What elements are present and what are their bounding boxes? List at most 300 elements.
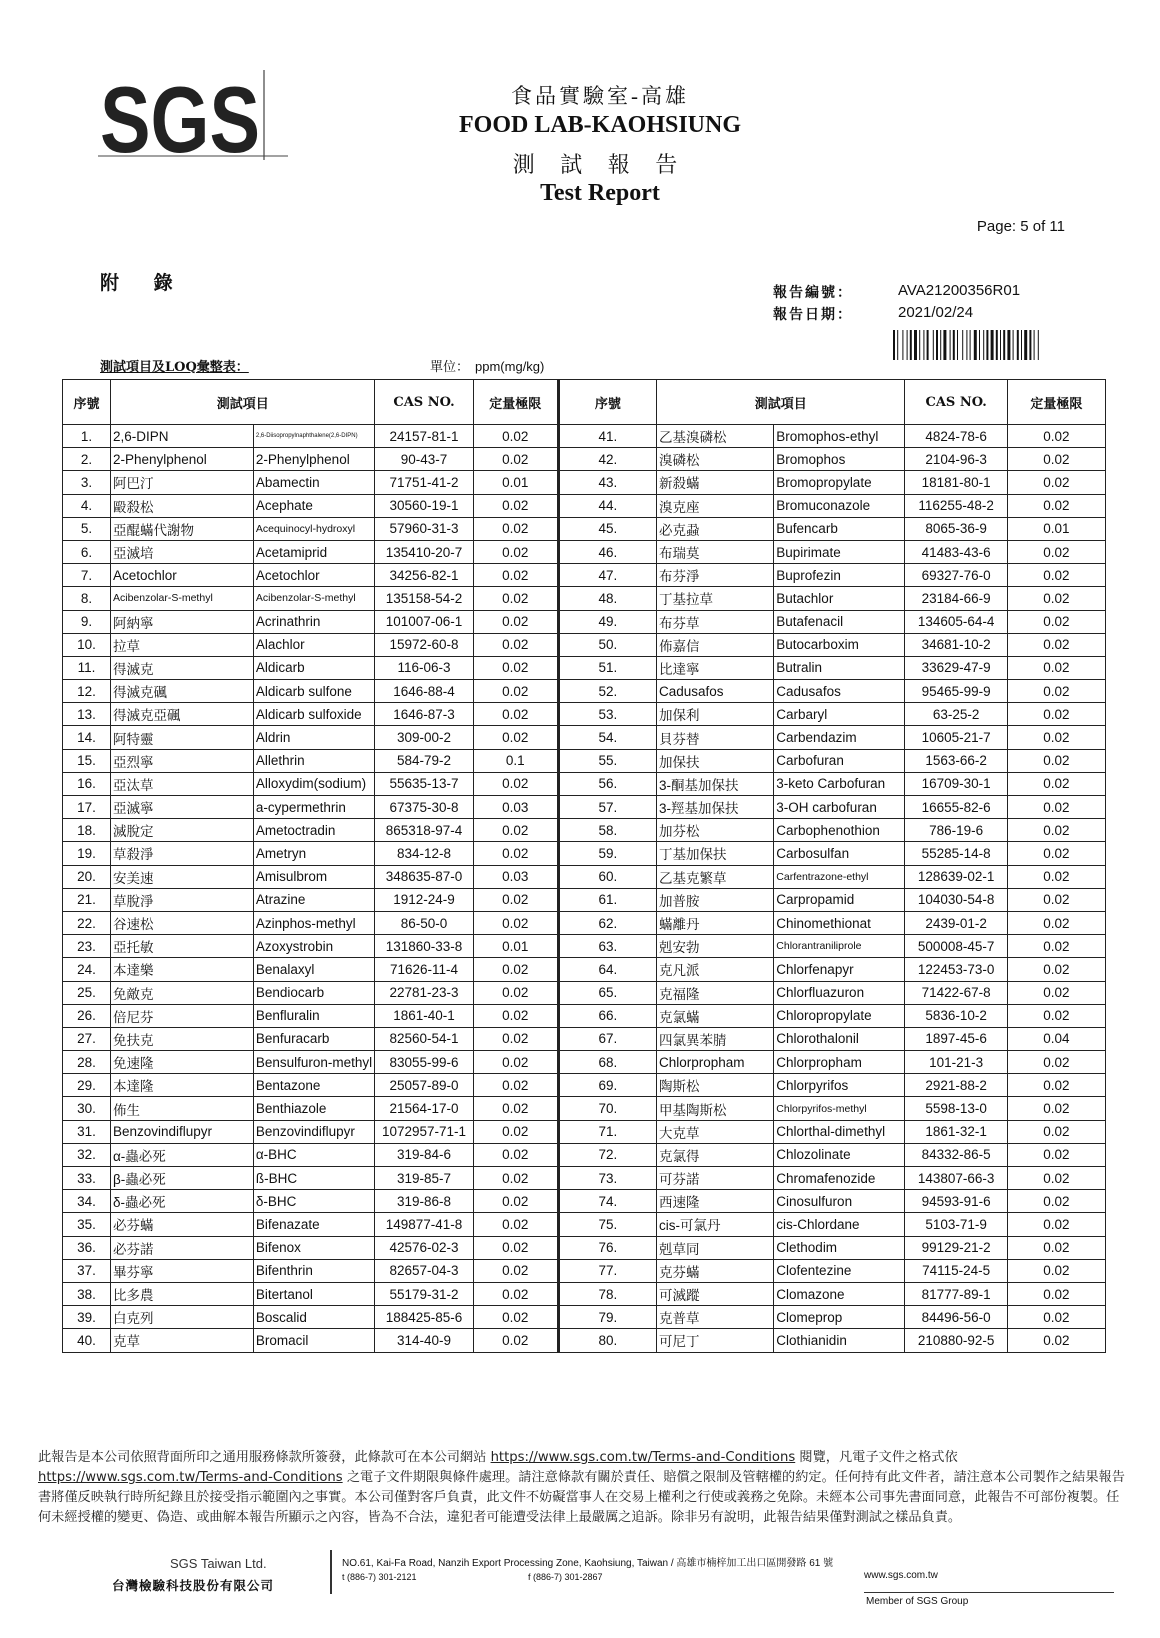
- table-row: [63, 1167, 1106, 1190]
- item-name-en: Ametoctradin: [253, 819, 375, 842]
- item-name-en: Carfentrazone-ethyl: [774, 865, 905, 888]
- loq-value: 0.02: [473, 610, 558, 633]
- loq-value: 0.02: [473, 1236, 558, 1259]
- table-header: [63, 380, 1106, 425]
- item-name-zh: 甲基陶斯松: [656, 1097, 773, 1120]
- item-name-en: Bifenazate: [253, 1213, 375, 1236]
- company-name-en: SGS Taiwan Ltd.: [170, 1556, 267, 1571]
- loq-value: 0.02: [1007, 1306, 1105, 1329]
- cas-no: 348635-87-0: [375, 865, 473, 888]
- item-name-zh: 谷速松: [110, 911, 253, 934]
- unit-value: ppm(mg/kg): [475, 359, 545, 374]
- item-name-zh: cis-可氯丹: [656, 1213, 773, 1236]
- row-no: 39.: [63, 1306, 111, 1329]
- loq-value: 0.02: [473, 680, 558, 703]
- row-no: 54.: [558, 726, 656, 749]
- company-website[interactable]: www.sgs.com.tw: [864, 1570, 938, 1581]
- cas-no: 25057-89-0: [375, 1074, 473, 1097]
- table-row: [63, 610, 1106, 633]
- item-name-en: δ-BHC: [253, 1190, 375, 1213]
- cas-no: 143807-66-3: [905, 1167, 1007, 1190]
- cas-no: 8065-36-9: [905, 517, 1007, 540]
- cas-no: 41483-43-6: [905, 540, 1007, 563]
- item-name-zh: Acibenzolar-S-methyl: [110, 587, 253, 610]
- page-number: Page: 5 of 11: [976, 218, 1065, 235]
- loq-value: 0.02: [1007, 1074, 1105, 1097]
- svg-text:SGS: SGS: [100, 70, 260, 160]
- row-no: 18.: [63, 819, 111, 842]
- row-no: 6.: [63, 540, 111, 563]
- item-name-zh: 布芬草: [656, 610, 773, 633]
- footer-divider: [330, 1550, 332, 1594]
- row-no: 78.: [558, 1282, 656, 1305]
- row-no: 17.: [63, 796, 111, 819]
- loq-value: 0.02: [1007, 610, 1105, 633]
- item-name-en: Chlozolinate: [774, 1143, 905, 1166]
- disclaimer-text: 之電子文件期限與條件處理。請注意條款有關於責任、賠償之限制及管轄權的約定。任何持有此文件者，請注意本公司製作之結果報告書將僅反映執行時所紀錄且於接受指示範圍內之事實。本公司僅對客戶負責，此文件不妨礙當事人在交易上權利之行使或義務之免除。未經本公司事先書面同意，此報告不可部份複製。任何未經授權的變更、偽造、或曲解本報告所顯示之內容，皆為不合法，違犯者可能遭受法律上最嚴厲之追訴。除非另有說明，此報告結果僅對測試之樣品負責。: [38, 1470, 1125, 1525]
- item-name-en: Bupirimate: [774, 540, 905, 563]
- loq-value: 0.02: [473, 911, 558, 934]
- item-name-en: Benthiazole: [253, 1097, 375, 1120]
- table-title: 測試項目及LOQ彙整表：: [100, 360, 249, 375]
- row-no: 46.: [558, 540, 656, 563]
- row-no: 15.: [63, 749, 111, 772]
- cas-no: 21564-17-0: [375, 1097, 473, 1120]
- loq-value: 0.02: [473, 1074, 558, 1097]
- loq-value: 0.02: [473, 1329, 558, 1352]
- row-no: 76.: [558, 1236, 656, 1259]
- row-no: 1.: [63, 425, 111, 448]
- table-row: [63, 703, 1106, 726]
- row-no: 80.: [558, 1329, 656, 1352]
- row-no: 47.: [558, 564, 656, 587]
- item-name-zh: 溴克座: [656, 494, 773, 517]
- unit-label: 單位：: [430, 359, 470, 374]
- item-name-en: 2-Phenylphenol: [253, 448, 375, 471]
- item-name-zh: 阿特靈: [110, 726, 253, 749]
- row-no: 63.: [558, 935, 656, 958]
- cas-no: 1912-24-9: [375, 888, 473, 911]
- item-name-zh: 蟎離丹: [656, 911, 773, 934]
- loq-value: 0.02: [473, 772, 558, 795]
- table-row: [63, 1213, 1106, 1236]
- row-no: 77.: [558, 1259, 656, 1282]
- item-name-zh: 乙基克繁草: [656, 865, 773, 888]
- company-tel: t (886-7) 301-2121: [342, 1572, 417, 1582]
- item-name-en: Carbofuran: [774, 749, 905, 772]
- row-no: 9.: [63, 610, 111, 633]
- disclaimer: [38, 1448, 1128, 1528]
- loq-value: 0.02: [473, 1167, 558, 1190]
- row-no: 59.: [558, 842, 656, 865]
- loq-value: 0.02: [1007, 981, 1105, 1004]
- cas-no: 309-00-2: [375, 726, 473, 749]
- loq-value: 0.02: [473, 587, 558, 610]
- item-name-zh: 免敵克: [110, 981, 253, 1004]
- loq-value: 0.02: [1007, 1190, 1105, 1213]
- item-name-zh: δ-蟲必死: [110, 1190, 253, 1213]
- item-name-zh: 乙基溴磷松: [656, 425, 773, 448]
- loq-value: 0.02: [1007, 796, 1105, 819]
- table-row: [63, 587, 1106, 610]
- row-no: 50.: [558, 633, 656, 656]
- cas-no: 34256-82-1: [375, 564, 473, 587]
- item-name-zh: α-蟲必死: [110, 1143, 253, 1166]
- item-name-zh: 3-酮基加保扶: [656, 772, 773, 795]
- loq-value: 0.02: [1007, 703, 1105, 726]
- loq-value: 0.02: [473, 1282, 558, 1305]
- table-row: [63, 749, 1106, 772]
- item-name-zh: 陶斯松: [656, 1074, 773, 1097]
- loq-value: 0.04: [1007, 1027, 1105, 1050]
- loq-value: 0.01: [473, 471, 558, 494]
- item-name-zh: 布芬淨: [656, 564, 773, 587]
- row-no: 10.: [63, 633, 111, 656]
- loq-value: 0.02: [1007, 935, 1105, 958]
- col-cas: CAS NO.: [905, 380, 1007, 425]
- footer-rule: [864, 1592, 1114, 1593]
- row-no: 75.: [558, 1213, 656, 1236]
- disclaimer-text: 此報告是本公司依照背面所印之通用服務條款所簽發，此條款可在本公司網站: [38, 1450, 487, 1465]
- cas-no: 42576-02-3: [375, 1236, 473, 1259]
- item-name-en: Aldicarb sulfoxide: [253, 703, 375, 726]
- item-name-zh: 丁基拉草: [656, 587, 773, 610]
- table-row: [63, 796, 1106, 819]
- cas-no: 71626-11-4: [375, 958, 473, 981]
- row-no: 68.: [558, 1051, 656, 1074]
- col-item: 測試項目: [656, 380, 904, 425]
- row-no: 57.: [558, 796, 656, 819]
- row-no: 56.: [558, 772, 656, 795]
- item-name-en: Bifenthrin: [253, 1259, 375, 1282]
- item-name-zh: 比多農: [110, 1282, 253, 1305]
- item-name-en: Bitertanol: [253, 1282, 375, 1305]
- row-no: 53.: [558, 703, 656, 726]
- item-name-en: Bufencarb: [774, 517, 905, 540]
- item-name-zh: 可尼丁: [656, 1329, 773, 1352]
- loq-value: 0.02: [1007, 494, 1105, 517]
- loq-value: 0.02: [1007, 726, 1105, 749]
- item-name-en: Alachlor: [253, 633, 375, 656]
- row-no: 44.: [558, 494, 656, 517]
- item-name-zh: 畢芬寧: [110, 1259, 253, 1282]
- row-no: 72.: [558, 1143, 656, 1166]
- table-row: [63, 935, 1106, 958]
- item-name-en: Bensulfuron-methyl: [253, 1051, 375, 1074]
- loq-value: 0.02: [473, 703, 558, 726]
- item-name-zh: 亞醌蟎代謝物: [110, 517, 253, 540]
- row-no: 24.: [63, 958, 111, 981]
- item-name-en: Aldicarb: [253, 656, 375, 679]
- item-name-zh: 克草: [110, 1329, 253, 1352]
- item-name-zh: 剋草同: [656, 1236, 773, 1259]
- cas-no: 90-43-7: [375, 448, 473, 471]
- item-name-zh: 加普胺: [656, 888, 773, 911]
- table-row: [63, 1190, 1106, 1213]
- loq-value: 0.02: [1007, 749, 1105, 772]
- loq-value: 0.02: [473, 842, 558, 865]
- item-name-zh: 佈生: [110, 1097, 253, 1120]
- report-date-label: 報告日期：: [773, 307, 853, 323]
- row-no: 3.: [63, 471, 111, 494]
- loq-value: 0.02: [1007, 1143, 1105, 1166]
- table-row: [63, 958, 1106, 981]
- table-row: [63, 448, 1106, 471]
- cas-no: 34681-10-2: [905, 633, 1007, 656]
- item-name-zh: 克福隆: [656, 981, 773, 1004]
- loq-value: 0.02: [473, 656, 558, 679]
- item-name-zh: 亞滅培: [110, 540, 253, 563]
- loq-value: 0.02: [473, 564, 558, 587]
- item-name-zh: 加芬松: [656, 819, 773, 842]
- cas-no: 83055-99-6: [375, 1051, 473, 1074]
- item-name-zh: 安美速: [110, 865, 253, 888]
- table-row: [63, 865, 1106, 888]
- cas-no: 55285-14-8: [905, 842, 1007, 865]
- loq-value: 0.02: [1007, 772, 1105, 795]
- loq-value: 0.02: [473, 1259, 558, 1282]
- cas-no: 584-79-2: [375, 749, 473, 772]
- item-name-en: Azinphos-methyl: [253, 911, 375, 934]
- row-no: 52.: [558, 680, 656, 703]
- item-name-en: Acetochlor: [253, 564, 375, 587]
- item-name-zh: Cadusafos: [656, 680, 773, 703]
- item-name-en: Chlorpyrifos: [774, 1074, 905, 1097]
- item-name-zh: 亞托敏: [110, 935, 253, 958]
- item-name-en: Chlorfenapyr: [774, 958, 905, 981]
- cas-no: 1646-88-4: [375, 680, 473, 703]
- row-no: 12.: [63, 680, 111, 703]
- item-name-en: Benzovindiflupyr: [253, 1120, 375, 1143]
- loq-value: 0.02: [473, 494, 558, 517]
- cas-no: 84496-56-0: [905, 1306, 1007, 1329]
- cas-no: 67375-30-8: [375, 796, 473, 819]
- table-row: [63, 425, 1106, 448]
- cas-no: 4824-78-6: [905, 425, 1007, 448]
- loq-value: 0.01: [473, 935, 558, 958]
- loq-value: 0.02: [1007, 448, 1105, 471]
- item-name-zh: 必芬蟎: [110, 1213, 253, 1236]
- table-row: [63, 842, 1106, 865]
- item-name-en: Chinomethionat: [774, 911, 905, 934]
- row-no: 14.: [63, 726, 111, 749]
- item-name-zh: 拉草: [110, 633, 253, 656]
- table-row: [63, 633, 1106, 656]
- item-name-zh: 2,6-DIPN: [110, 425, 253, 448]
- item-name-en: Chlorothalonil: [774, 1027, 905, 1050]
- item-name-en: Amisulbrom: [253, 865, 375, 888]
- item-name-zh: 草脫淨: [110, 888, 253, 911]
- loq-value: 0.1: [473, 749, 558, 772]
- cas-no: 84332-86-5: [905, 1143, 1007, 1166]
- item-name-zh: 亞烈寧: [110, 749, 253, 772]
- cas-no: 30560-19-1: [375, 494, 473, 517]
- item-name-zh: 克凡派: [656, 958, 773, 981]
- loq-value: 0.02: [1007, 471, 1105, 494]
- loq-value: 0.02: [473, 1097, 558, 1120]
- loq-value: 0.02: [1007, 842, 1105, 865]
- loq-value: 0.02: [473, 1027, 558, 1050]
- item-name-zh: 大克草: [656, 1120, 773, 1143]
- item-name-zh: 得滅克碸: [110, 680, 253, 703]
- cas-no: 319-84-6: [375, 1143, 473, 1166]
- loq-value: 0.02: [1007, 888, 1105, 911]
- item-name-en: Alloxydim(sodium): [253, 772, 375, 795]
- cas-no: 16655-82-6: [905, 796, 1007, 819]
- item-name-zh: 3-羥基加保扶: [656, 796, 773, 819]
- cas-no: 55179-31-2: [375, 1282, 473, 1305]
- item-name-zh: 滅脫定: [110, 819, 253, 842]
- item-name-zh: 丁基加保扶: [656, 842, 773, 865]
- row-no: 20.: [63, 865, 111, 888]
- item-name-en: Bentazone: [253, 1074, 375, 1097]
- report-title-en: Test Report: [540, 180, 660, 206]
- cas-no: 82657-04-3: [375, 1259, 473, 1282]
- cas-no: 99129-21-2: [905, 1236, 1007, 1259]
- item-name-zh: 加保利: [656, 703, 773, 726]
- cas-no: 319-86-8: [375, 1190, 473, 1213]
- cas-no: 122453-73-0: [905, 958, 1007, 981]
- row-no: 22.: [63, 911, 111, 934]
- cas-no: 24157-81-1: [375, 425, 473, 448]
- item-name-en: Acetamiprid: [253, 540, 375, 563]
- loq-value: 0.02: [1007, 540, 1105, 563]
- table-row: [63, 1097, 1106, 1120]
- cas-no: 5103-71-9: [905, 1213, 1007, 1236]
- item-name-en: Abamectin: [253, 471, 375, 494]
- loq-value: 0.03: [473, 865, 558, 888]
- row-no: 41.: [558, 425, 656, 448]
- cas-no: 1646-87-3: [375, 703, 473, 726]
- cas-no: 319-85-7: [375, 1167, 473, 1190]
- cas-no: 131860-33-8: [375, 935, 473, 958]
- item-name-en: Acephate: [253, 494, 375, 517]
- cas-no: 1563-66-2: [905, 749, 1007, 772]
- row-no: 40.: [63, 1329, 111, 1352]
- item-name-zh: 得滅克: [110, 656, 253, 679]
- loq-table: [62, 379, 1106, 1353]
- item-name-en: Bromuconazole: [774, 494, 905, 517]
- loq-value: 0.02: [1007, 958, 1105, 981]
- table-body: [63, 425, 1106, 1353]
- row-no: 62.: [558, 911, 656, 934]
- table-row: [63, 772, 1106, 795]
- row-no: 25.: [63, 981, 111, 1004]
- loq-value: 0.02: [1007, 1097, 1105, 1120]
- item-name-en: Clomazone: [774, 1282, 905, 1305]
- row-no: 28.: [63, 1051, 111, 1074]
- item-name-zh: Chlorpropham: [656, 1051, 773, 1074]
- item-name-zh: 四氯異苯腈: [656, 1027, 773, 1050]
- item-name-en: Chlorfluazuron: [774, 981, 905, 1004]
- cas-no: 1861-32-1: [905, 1120, 1007, 1143]
- loq-value: 0.01: [1007, 517, 1105, 540]
- item-name-en: Butachlor: [774, 587, 905, 610]
- company-fax: f (886-7) 301-2867: [528, 1572, 603, 1582]
- row-no: 65.: [558, 981, 656, 1004]
- table-row: [63, 888, 1106, 911]
- row-no: 51.: [558, 656, 656, 679]
- cas-no: 128639-02-1: [905, 865, 1007, 888]
- cas-no: 95465-99-9: [905, 680, 1007, 703]
- item-name-zh: 可芬諾: [656, 1167, 773, 1190]
- cas-no: 2921-88-2: [905, 1074, 1007, 1097]
- item-name-zh: 克芬蟎: [656, 1259, 773, 1282]
- row-no: 74.: [558, 1190, 656, 1213]
- item-name-en: Bromopropylate: [774, 471, 905, 494]
- terms-link[interactable]: https://www.sgs.com.tw/Terms-and-Conditions: [38, 1470, 343, 1485]
- item-name-zh: 亞滅寧: [110, 796, 253, 819]
- loq-value: 0.02: [473, 1213, 558, 1236]
- row-no: 37.: [63, 1259, 111, 1282]
- item-name-en: Carbosulfan: [774, 842, 905, 865]
- loq-value: 0.02: [473, 1190, 558, 1213]
- cas-no: 116255-48-2: [905, 494, 1007, 517]
- item-name-zh: 倍尼芬: [110, 1004, 253, 1027]
- appendix-label: 附 錄: [100, 272, 187, 294]
- loq-value: 0.02: [473, 958, 558, 981]
- row-no: 69.: [558, 1074, 656, 1097]
- lab-name-zh: 食品實驗室-高雄: [511, 84, 689, 108]
- item-name-en: Acibenzolar-S-methyl: [253, 587, 375, 610]
- row-no: 23.: [63, 935, 111, 958]
- col-no: 序號: [63, 380, 111, 425]
- table-row: [63, 911, 1106, 934]
- cas-no: 94593-91-6: [905, 1190, 1007, 1213]
- col-loq: 定量極限: [1007, 380, 1105, 425]
- item-name-en: Bendiocarb: [253, 981, 375, 1004]
- item-name-en: Benfluralin: [253, 1004, 375, 1027]
- item-name-en: α-BHC: [253, 1143, 375, 1166]
- loq-value: 0.02: [1007, 911, 1105, 934]
- cas-no: 104030-54-8: [905, 888, 1007, 911]
- table-row: [63, 1306, 1106, 1329]
- terms-link[interactable]: https://www.sgs.com.tw/Terms-and-Conditions: [490, 1450, 796, 1465]
- item-name-zh: 可滅蹤: [656, 1282, 773, 1305]
- table-row: [63, 1329, 1106, 1352]
- item-name-zh: 克普草: [656, 1306, 773, 1329]
- cas-no: 188425-85-6: [375, 1306, 473, 1329]
- cas-no: 134605-64-4: [905, 610, 1007, 633]
- row-no: 58.: [558, 819, 656, 842]
- table-row: [63, 819, 1106, 842]
- item-name-en: Aldrin: [253, 726, 375, 749]
- row-no: 66.: [558, 1004, 656, 1027]
- table-row: [63, 1004, 1106, 1027]
- cas-no: 86-50-0: [375, 911, 473, 934]
- item-name-en: Boscalid: [253, 1306, 375, 1329]
- item-name-zh: 必克蝨: [656, 517, 773, 540]
- item-name-en: ß-BHC: [253, 1167, 375, 1190]
- table-row: [63, 1259, 1106, 1282]
- table-row: [63, 1051, 1106, 1074]
- row-no: 19.: [63, 842, 111, 865]
- company-name-zh: 台灣檢驗科技股份有限公司: [112, 1578, 275, 1593]
- row-no: 27.: [63, 1027, 111, 1050]
- item-name-zh: 阿巴汀: [110, 471, 253, 494]
- item-name-en: Acequinocyl-hydroxyl: [253, 517, 375, 540]
- loq-value: 0.02: [473, 1143, 558, 1166]
- item-name-en: Carbendazim: [774, 726, 905, 749]
- row-no: 34.: [63, 1190, 111, 1213]
- report-no: AVA21200356R01: [898, 282, 1021, 299]
- table-row: [63, 517, 1106, 540]
- loq-value: 0.02: [473, 540, 558, 563]
- cas-no: 786-19-6: [905, 819, 1007, 842]
- table-row: [63, 1143, 1106, 1166]
- item-name-zh: 得滅克亞碸: [110, 703, 253, 726]
- row-no: 26.: [63, 1004, 111, 1027]
